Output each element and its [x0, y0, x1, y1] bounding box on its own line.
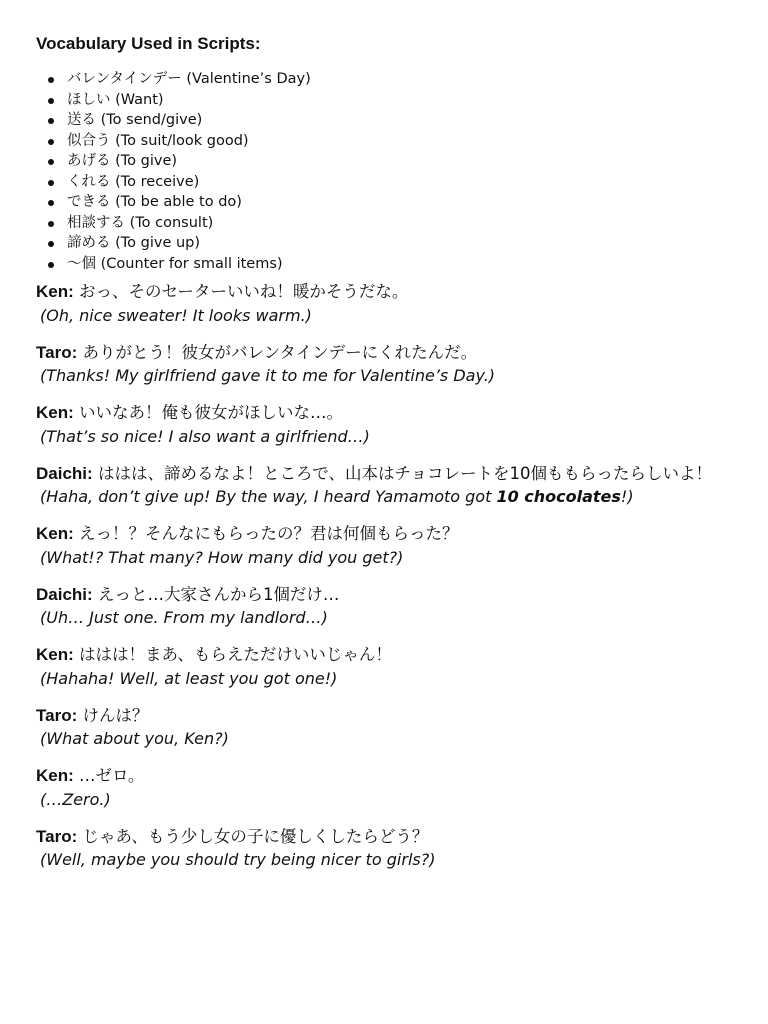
vocab-item: 諦める (To give up) — [36, 233, 732, 254]
speaker-name: Taro: — [36, 342, 78, 362]
speaker-name: Ken: — [36, 282, 74, 301]
dialogue-japanese — [36, 825, 732, 849]
dialogue-japanese — [36, 401, 732, 425]
japanese-text: いいなあ！俺も彼女がほしいな…。 — [79, 403, 344, 422]
japanese-text: …ゼロ。 — [79, 766, 145, 785]
dialogue-japanese — [36, 764, 732, 788]
dialogue-japanese — [36, 704, 732, 728]
dialogue-line — [36, 825, 732, 873]
translation-text: !) — [620, 487, 634, 506]
dialogue-japanese — [36, 643, 732, 667]
dialogue-japanese — [36, 583, 732, 607]
dialogue-line — [36, 583, 732, 631]
english-translation: (Uh… Just one. From my landlord…) — [40, 608, 328, 627]
speaker-name: Ken: — [36, 403, 74, 422]
speaker-name: Daichi: — [36, 584, 93, 604]
vocab-item: あげる (To give) — [36, 151, 732, 172]
dialogue-line — [36, 704, 732, 752]
english-translation: (Well, maybe you should try being nicer to girls?) — [40, 850, 436, 869]
speaker-name: Ken: — [36, 524, 74, 543]
japanese-text: おっ、そのセーターいいね！暖かそうだな。 — [79, 282, 409, 301]
japanese-text: えっ！？そんなにもらったの？君は何個もらった？ — [79, 524, 459, 543]
vocab-item: 送る (To send/give) — [36, 110, 732, 131]
speaker-name: Daichi: — [36, 463, 93, 483]
english-translation: (Thanks! My girlfriend gave it to me for Valentine’s Day.) — [40, 366, 496, 385]
english-translation: (That’s so nice! I also want a girlfriend…) — [40, 426, 370, 446]
dialogue-line — [36, 280, 732, 328]
dialogue-japanese — [36, 341, 732, 365]
speaker-name: Taro: — [36, 705, 78, 725]
speaker-name: Ken: — [36, 645, 74, 664]
translation-emphasis: 10 chocolates — [496, 487, 621, 506]
vocab-item: 相談する (To consult) — [36, 213, 732, 234]
japanese-text: えっと…大家さんから1個だけ… — [97, 584, 340, 604]
dialogue-line — [36, 643, 732, 691]
vocab-item: できる (To be able to do) — [36, 192, 732, 213]
dialogue-line — [36, 341, 732, 389]
japanese-text: ははは！まあ、もらえただけいいじゃん！ — [79, 645, 392, 664]
vocab-item: くれる (To receive) — [36, 172, 732, 193]
vocab-list — [36, 69, 732, 274]
dialogue-japanese — [36, 522, 732, 546]
dialogue-japanese — [36, 280, 732, 304]
vocab-item: 似合う (To suit/look good) — [36, 131, 732, 152]
english-translation — [36, 485, 732, 509]
dialogue-line — [36, 764, 732, 812]
vocab-item: 〜個 (Counter for small items) — [36, 254, 732, 275]
english-translation: (What!? That many? How many did you get?) — [40, 547, 404, 567]
japanese-text: けんは？ — [82, 705, 149, 725]
dialogue-line — [36, 401, 732, 449]
vocab-item: ほしい (Want) — [36, 90, 732, 111]
speaker-name: Taro: — [36, 826, 78, 846]
document-page — [36, 33, 732, 885]
english-translation: (What about you, Ken?) — [40, 729, 229, 748]
japanese-text: ははは、諦めるなよ！ところで、山本はチョコレートを10個ももらったらしいよ！ — [97, 463, 712, 483]
dialogue-japanese — [36, 462, 732, 486]
dialogue-line — [36, 462, 732, 510]
japanese-text: ありがとう！彼女がバレンタインデーにくれたんだ。 — [82, 342, 478, 362]
translation-text: (Haha, don’t give up! By the way, I heard Yamamoto got — [40, 487, 497, 506]
english-translation: (Oh, nice sweater! It looks warm.) — [40, 305, 312, 325]
english-translation: (Hahaha! Well, at least you got one!) — [40, 668, 338, 688]
dialogue-line — [36, 522, 732, 570]
japanese-text: じゃあ、もう少し女の子に優しくしたらどう？ — [82, 826, 429, 846]
vocab-item: バレンタインデー (Valentine’s Day) — [36, 69, 732, 90]
english-translation: (…Zero.) — [40, 789, 111, 809]
speaker-name: Ken: — [36, 766, 74, 785]
vocab-heading: Vocabulary Used in Scripts: — [36, 34, 261, 53]
